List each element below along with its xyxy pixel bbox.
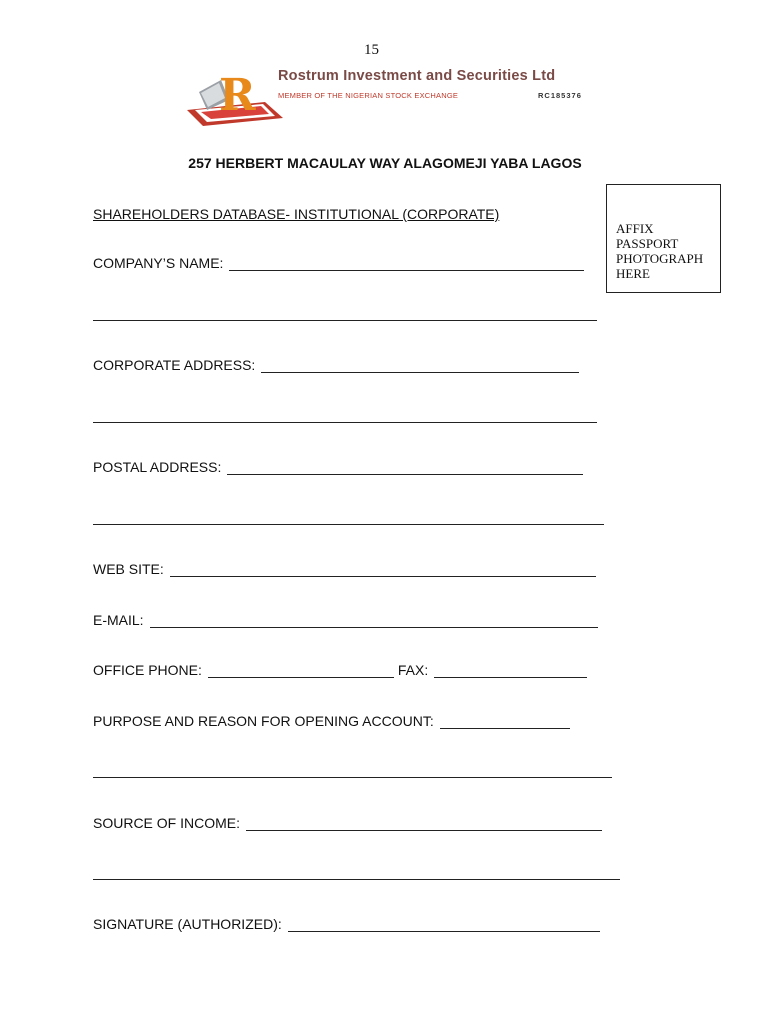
- passport-photo-box[interactable]: [606, 184, 721, 293]
- office-phone-line[interactable]: [208, 663, 394, 678]
- form-title: SHAREHOLDERS DATABASE- INSTITUTIONAL (CORPORATE): [93, 206, 500, 222]
- purpose-field[interactable]: [93, 713, 570, 729]
- web-site-line[interactable]: [170, 562, 596, 577]
- purpose-line-2[interactable]: [93, 777, 612, 778]
- fax-line[interactable]: [434, 663, 587, 678]
- corporate-address-field[interactable]: [93, 357, 579, 373]
- company-name: Rostrum Investment and Securities Ltd: [278, 68, 556, 84]
- page-number: 15: [364, 42, 379, 58]
- source-of-income-label: SOURCE OF INCOME:: [93, 815, 241, 831]
- web-site-field[interactable]: [93, 561, 596, 577]
- purpose-label: PURPOSE AND REASON FOR OPENING ACCOUNT:: [93, 713, 434, 729]
- corporate-address-line-2[interactable]: [93, 422, 597, 423]
- postal-address-line-2[interactable]: [93, 524, 604, 525]
- corporate-address-label: CORPORATE ADDRESS:: [93, 357, 256, 373]
- photo-box-text: AFFIX PASSPORT PHOTOGRAPH HERE: [616, 221, 704, 281]
- signature-label: SIGNATURE (AUTHORIZED):: [93, 916, 282, 932]
- postal-address-label: POSTAL ADDRESS:: [93, 459, 222, 475]
- source-of-income-line[interactable]: [246, 816, 602, 831]
- email-label: E-MAIL:: [93, 612, 144, 628]
- email-field[interactable]: [93, 612, 598, 628]
- purpose-line[interactable]: [440, 714, 570, 729]
- source-of-income-line-2[interactable]: [93, 879, 620, 880]
- email-line[interactable]: [150, 613, 598, 628]
- company-name-label: COMPANY’S NAME:: [93, 255, 224, 271]
- company-address: 257 HERBERT MACAULAY WAY ALAGOMEJI YABA LAGOS: [188, 155, 582, 171]
- rc-number: RC185376: [538, 91, 582, 100]
- signature-field[interactable]: [93, 916, 600, 932]
- fax-label: FAX:: [397, 662, 429, 678]
- office-phone-label: OFFICE PHONE:: [93, 662, 202, 678]
- corporate-address-line[interactable]: [261, 358, 579, 373]
- web-site-label: WEB SITE:: [93, 561, 164, 577]
- postal-address-field[interactable]: [93, 459, 583, 475]
- company-logo: [185, 66, 285, 128]
- logo-letter: R: [219, 70, 256, 121]
- source-of-income-field[interactable]: [93, 815, 602, 831]
- company-name-line-2[interactable]: [93, 320, 597, 321]
- company-name-field[interactable]: [93, 255, 584, 271]
- office-phone-field[interactable]: [93, 662, 587, 678]
- signature-line[interactable]: [288, 917, 600, 932]
- company-name-line[interactable]: [229, 256, 584, 271]
- postal-address-line[interactable]: [227, 460, 583, 475]
- exchange-membership: MEMBER OF THE NIGERIAN STOCK EXCHANGE: [278, 91, 459, 100]
